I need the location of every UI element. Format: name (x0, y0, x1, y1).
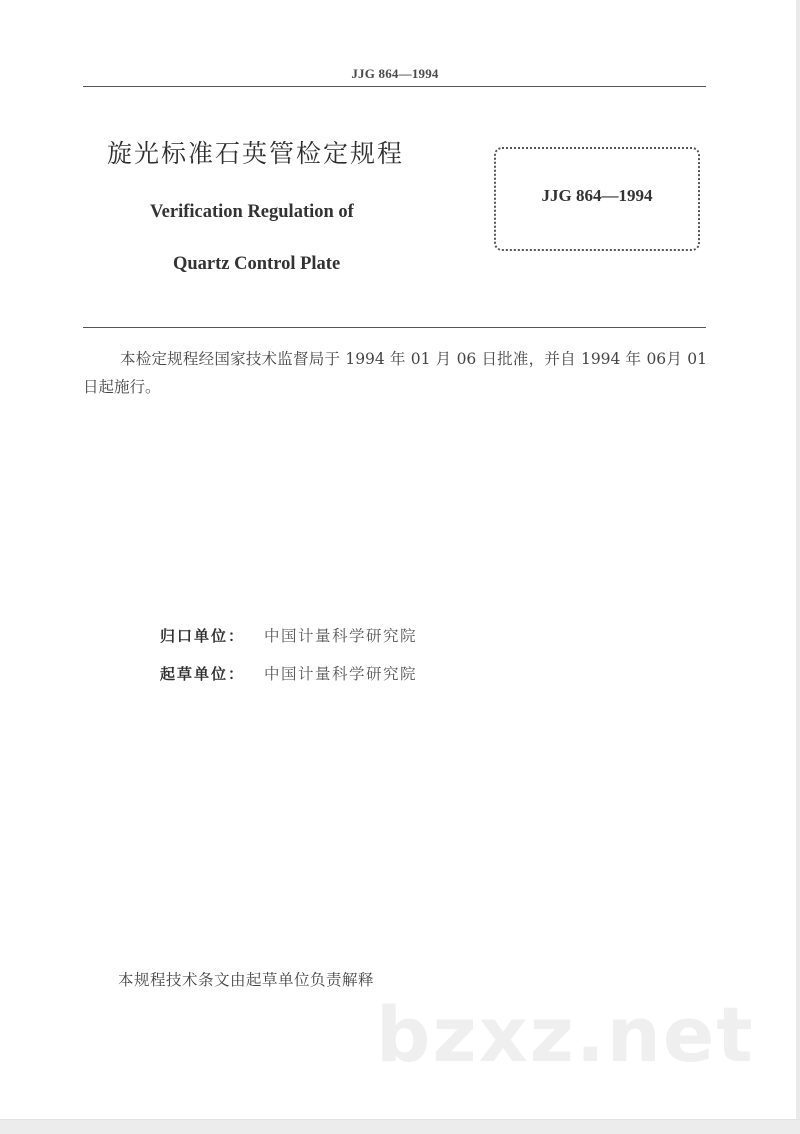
interpretation-note: 本规程技术条文由起草单位负责解释 (118, 971, 375, 989)
standard-code-box (494, 147, 700, 251)
title-section-rule (83, 327, 706, 328)
approval-statement: 本检定规程经国家技术监督局于 1994 年 01 月 06 日批准，并自 1994 年 06月 01 日起施行。 (83, 350, 707, 396)
org-value-responsible: 中国计量科学研究院 (264, 627, 418, 645)
org-label-responsible: 归口单位： (160, 627, 246, 645)
org-row-responsible (160, 624, 417, 646)
org-value-drafting: 中国计量科学研究院 (264, 665, 418, 683)
title-english-line1: Verification Regulation of (150, 202, 354, 222)
title-english-line2: Quartz Control Plate (173, 254, 341, 274)
header-rule (83, 86, 706, 87)
org-row-drafting (160, 662, 417, 684)
page-right-edge (796, 0, 800, 1134)
watermark: bzxz.net (376, 990, 755, 1079)
org-label-drafting: 起草单位： (160, 665, 246, 683)
page-bottom-edge (0, 1119, 800, 1134)
header-standard-code: JJG 864—1994 (351, 66, 439, 81)
standard-code-box-text: JJG 864—1994 (541, 186, 653, 205)
title-chinese: 旋光标准石英管检定规程 (107, 139, 405, 168)
